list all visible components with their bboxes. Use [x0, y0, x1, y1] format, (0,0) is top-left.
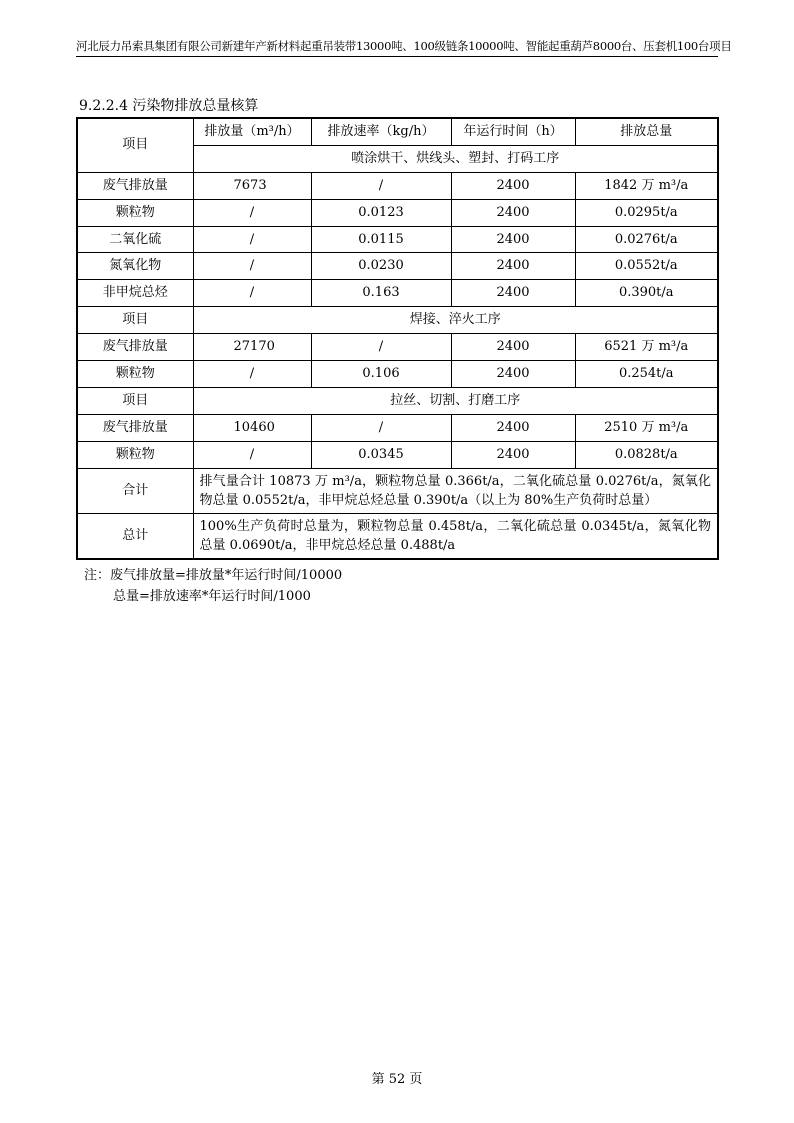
cell-flow: /: [193, 226, 311, 253]
cell-total: 0.0295t/a: [575, 199, 718, 226]
header-rule: [76, 56, 718, 57]
table-header-row: [77, 118, 718, 145]
cell-flow: /: [193, 361, 311, 388]
cell-rate: 0.0115: [311, 226, 451, 253]
sum-label: 合计: [77, 468, 193, 513]
cell-hours: 2400: [451, 280, 575, 307]
cell-total: 0.0828t/a: [575, 441, 718, 468]
note-line-1: 注：废气排放量=排放量*年运行时间/10000: [84, 568, 343, 583]
cell-rate: 0.106: [311, 361, 451, 388]
cell-item: 废气排放量: [77, 414, 193, 441]
cell-flow: 27170: [193, 334, 311, 361]
table-notes: [84, 565, 342, 607]
table-row: [77, 226, 718, 253]
process-label: 喷涂烘干、烘线头、塑封、打码工序: [193, 145, 718, 172]
header-hours: 年运行时间（h）: [451, 118, 575, 145]
cell-item: 废气排放量: [77, 172, 193, 199]
cell-rate: /: [311, 172, 451, 199]
cell-total: 2510 万 m³/a: [575, 414, 718, 441]
table-row: [77, 441, 718, 468]
process-row-3: [77, 387, 718, 414]
cell-hours: 2400: [451, 226, 575, 253]
emission-table: [76, 117, 719, 560]
page-number: 第 52 页: [371, 1072, 423, 1087]
cell-flow: 10460: [193, 414, 311, 441]
cell-item: 废气排放量: [77, 334, 193, 361]
sum-text: 排气量合计 10873 万 m³/a，颗粒物总量 0.366t/a，二氧化硫总量 0.0276t/a，氮氧化物总量 0.0552t/a，非甲烷总烃总量 0.390t/a（以上为 80%生产负荷时总量）: [193, 468, 718, 513]
table-row: [77, 361, 718, 388]
cell-rate: /: [311, 414, 451, 441]
cell-total: 0.0276t/a: [575, 226, 718, 253]
cell-total: 0.254t/a: [575, 361, 718, 388]
table-row: [77, 199, 718, 226]
process-label: 焊接、淬火工序: [193, 307, 718, 334]
cell-flow: /: [193, 199, 311, 226]
table-row: [77, 334, 718, 361]
header-flow: 排放量（m³/h）: [193, 118, 311, 145]
cell-item: 氮氧化物: [77, 253, 193, 280]
cell-rate: /: [311, 334, 451, 361]
cell-hours: 2400: [451, 414, 575, 441]
cell-flow: /: [193, 280, 311, 307]
table-row: [77, 280, 718, 307]
cell-total: 1842 万 m³/a: [575, 172, 718, 199]
cell-total: 0.0552t/a: [575, 253, 718, 280]
cell-rate: 0.0230: [311, 253, 451, 280]
cell-hours: 2400: [451, 361, 575, 388]
section-title: 9.2.2.4 污染物排放总量核算: [79, 98, 259, 114]
cell-item: 颗粒物: [77, 361, 193, 388]
cell-hours: 2400: [451, 199, 575, 226]
sum-row: [77, 468, 718, 513]
cell-item: 颗粒物: [77, 441, 193, 468]
table-row: [77, 172, 718, 199]
cell-hours: 2400: [451, 172, 575, 199]
running-header: 河北辰力吊索具集团有限公司新建年产新材料起重吊装带13000吨、100级链条10000吨、智能起重葫芦8000台、压套机100台项目: [76, 39, 732, 53]
cell-item: 项目: [77, 307, 193, 334]
cell-item: 二氧化硫: [77, 226, 193, 253]
cell-rate: 0.0123: [311, 199, 451, 226]
process-label: 拉丝、切割、打磨工序: [193, 387, 718, 414]
total-label: 总计: [77, 513, 193, 559]
total-row: [77, 513, 718, 559]
cell-flow: /: [193, 441, 311, 468]
table-row: [77, 253, 718, 280]
table-row: [77, 414, 718, 441]
total-text: 100%生产负荷时总量为，颗粒物总量 0.458t/a，二氧化硫总量 0.0345t/a，氮氧化物总量 0.0690t/a，非甲烷总烃总量 0.488t/a: [193, 513, 718, 559]
cell-total: 6521 万 m³/a: [575, 334, 718, 361]
cell-item: 非甲烷总烃: [77, 280, 193, 307]
cell-total: 0.390t/a: [575, 280, 718, 307]
cell-hours: 2400: [451, 253, 575, 280]
cell-flow: 7673: [193, 172, 311, 199]
header-total: 排放总量: [575, 118, 718, 145]
cell-flow: /: [193, 253, 311, 280]
cell-rate: 0.163: [311, 280, 451, 307]
cell-item: 项目: [77, 387, 193, 414]
cell-hours: 2400: [451, 334, 575, 361]
process-row-2: [77, 307, 718, 334]
header-item: 项目: [77, 118, 193, 172]
cell-item: 颗粒物: [77, 199, 193, 226]
cell-hours: 2400: [451, 441, 575, 468]
note-line-2: 总量=排放速率*年运行时间/1000: [113, 589, 311, 604]
cell-rate: 0.0345: [311, 441, 451, 468]
header-rate: 排放速率（kg/h）: [311, 118, 451, 145]
